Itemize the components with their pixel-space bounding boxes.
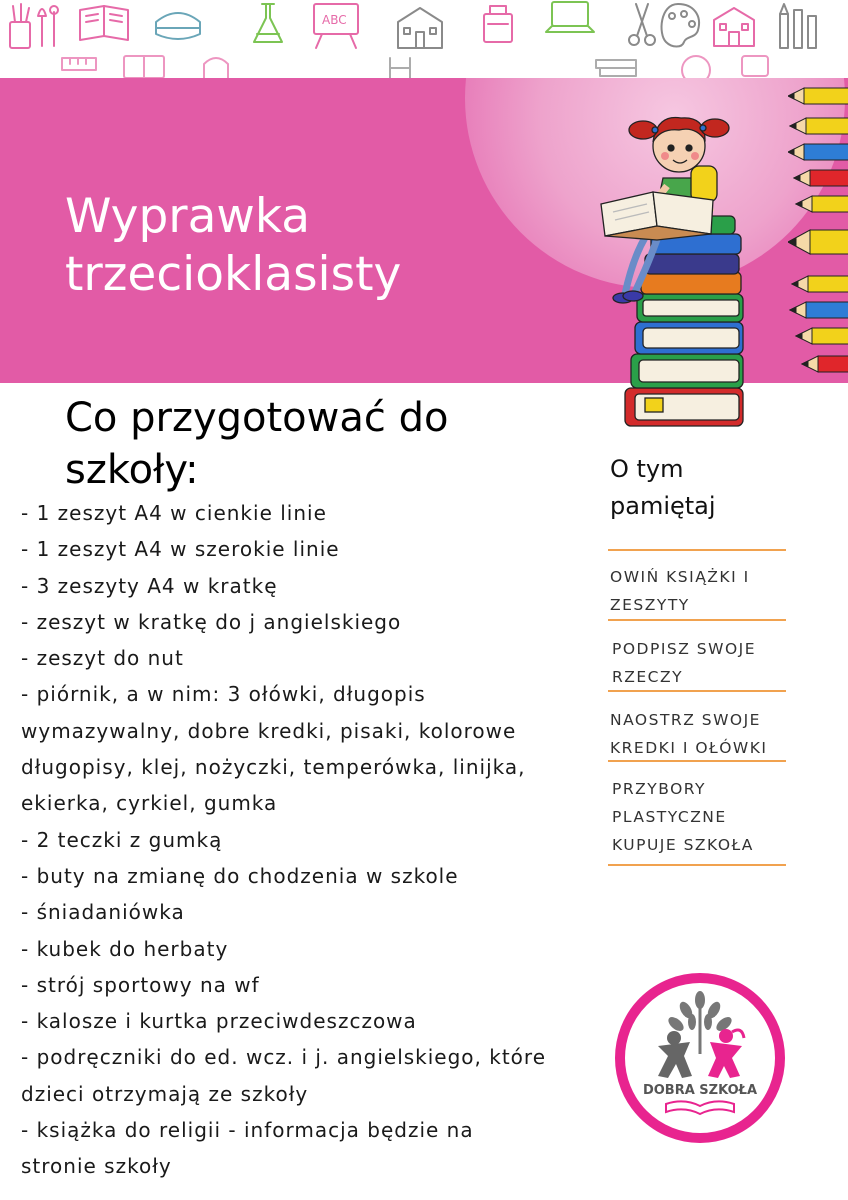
logo-text: DOBRA SZKOŁA <box>642 1083 758 1098</box>
tip-art-supplies <box>612 775 817 859</box>
pencil-cup-icon <box>10 4 30 48</box>
school-building-icon <box>398 8 442 48</box>
tip-line-text: PODPISZ SWOJE <box>612 640 757 658</box>
tip-line-text: NAOSTRZ SWOJE <box>610 711 761 729</box>
open-book-icon <box>80 6 128 40</box>
supplies-heading <box>65 392 565 496</box>
banner-title <box>65 188 401 304</box>
list-item: długopisy, klej, nożyczki, temperówka, linijka, <box>21 755 526 780</box>
scissors-icon <box>629 4 655 45</box>
tip-divider <box>608 760 786 762</box>
list-item: - podręczniki do ed. wcz. i j. angielskiego, które <box>21 1045 547 1070</box>
list-item: - zeszyt w kratkę do j angielskiego <box>21 609 402 634</box>
list-item: wymazywalny, dobre kredki, pisaki, kolorowe <box>21 718 517 743</box>
tip-divider <box>608 549 786 551</box>
backpack-icon <box>204 58 228 78</box>
tip-cover-books <box>610 563 815 619</box>
list-item: - kubek do herbaty <box>21 936 229 961</box>
school-icon <box>714 8 754 46</box>
list-item: - 1 zeszyt A4 w szerokie linie <box>21 537 340 562</box>
tip-line-text: ZESZYTY <box>610 596 690 614</box>
school-icons-pattern <box>0 0 848 80</box>
list-item: - śniadaniówka <box>21 900 185 925</box>
globe-icon <box>682 56 710 80</box>
banner-title-line: Wyprawka <box>65 189 311 244</box>
markers-icon <box>780 4 816 48</box>
list-item: - zeszyt do nut <box>21 646 184 671</box>
remember-title <box>610 451 716 525</box>
list-item: - 3 zeszyty A4 w kratkę <box>21 573 278 598</box>
banner-title-line: trzecioklasisty <box>65 247 402 302</box>
tip-line-text: KUPUJE SZKOŁA <box>612 836 754 854</box>
tablet-icon <box>742 56 768 76</box>
girl-on-books-illustration <box>595 108 755 433</box>
graduation-cap-icon <box>156 13 200 39</box>
tip-line-text: KREDKI I OŁÓWKI <box>610 739 768 757</box>
tip-sharpen-pencils <box>610 706 815 762</box>
chair-icon <box>390 58 410 78</box>
list-item: - buty na zmianę do chodzenia w szkole <box>21 863 459 888</box>
list-item: - kalosze i kurtka przeciwdeszczowa <box>21 1009 417 1034</box>
books-icon <box>596 60 636 76</box>
tip-line-text: RZECZY <box>612 668 684 686</box>
list-item: ekierka, cyrkiel, gumka <box>21 791 278 816</box>
tip-sign-things <box>612 635 817 691</box>
svg-text:ABC: ABC <box>322 13 347 27</box>
list-item: - książka do religii - informacja będzie na <box>21 1118 474 1143</box>
remember-title-line: O tym <box>610 455 684 483</box>
list-item: - strój sportowy na wf <box>21 972 260 997</box>
brush-icon <box>38 6 58 46</box>
supplies-list <box>21 495 631 1185</box>
tip-divider <box>608 864 786 866</box>
laptop-icon <box>546 2 594 32</box>
tip-line-text: PRZYBORY <box>612 780 707 798</box>
list-item: - piórnik, a w nim: 3 ołówki, długopis <box>21 682 426 707</box>
heading-line: szkoły: <box>65 447 199 493</box>
abc-board-icon <box>314 4 358 48</box>
notebook-icon <box>124 56 164 78</box>
list-item: - 2 teczki z gumką <box>21 827 223 852</box>
dobra-szkola-logo <box>614 972 786 1144</box>
ruler-icon <box>62 58 96 70</box>
shopping-bag-icon <box>484 6 512 42</box>
tip-divider <box>608 690 786 692</box>
list-item: dzieci otrzymają ze szkoły <box>21 1081 309 1106</box>
list-item: - 1 zeszyt A4 w cienkie linie <box>21 501 327 525</box>
tip-line-text: OWIŃ KSIĄŻKI I <box>610 568 750 586</box>
heading-line: Co przygotować do <box>65 395 449 441</box>
colored-pencils-illustration <box>788 78 848 388</box>
tip-line-text: PLASTYCZNE <box>612 808 727 826</box>
tip-divider <box>608 619 786 621</box>
list-item: stronie szkoły <box>21 1154 172 1179</box>
flask-icon <box>254 4 282 42</box>
remember-title-line: pamiętaj <box>610 492 716 520</box>
palette-icon <box>662 4 699 47</box>
